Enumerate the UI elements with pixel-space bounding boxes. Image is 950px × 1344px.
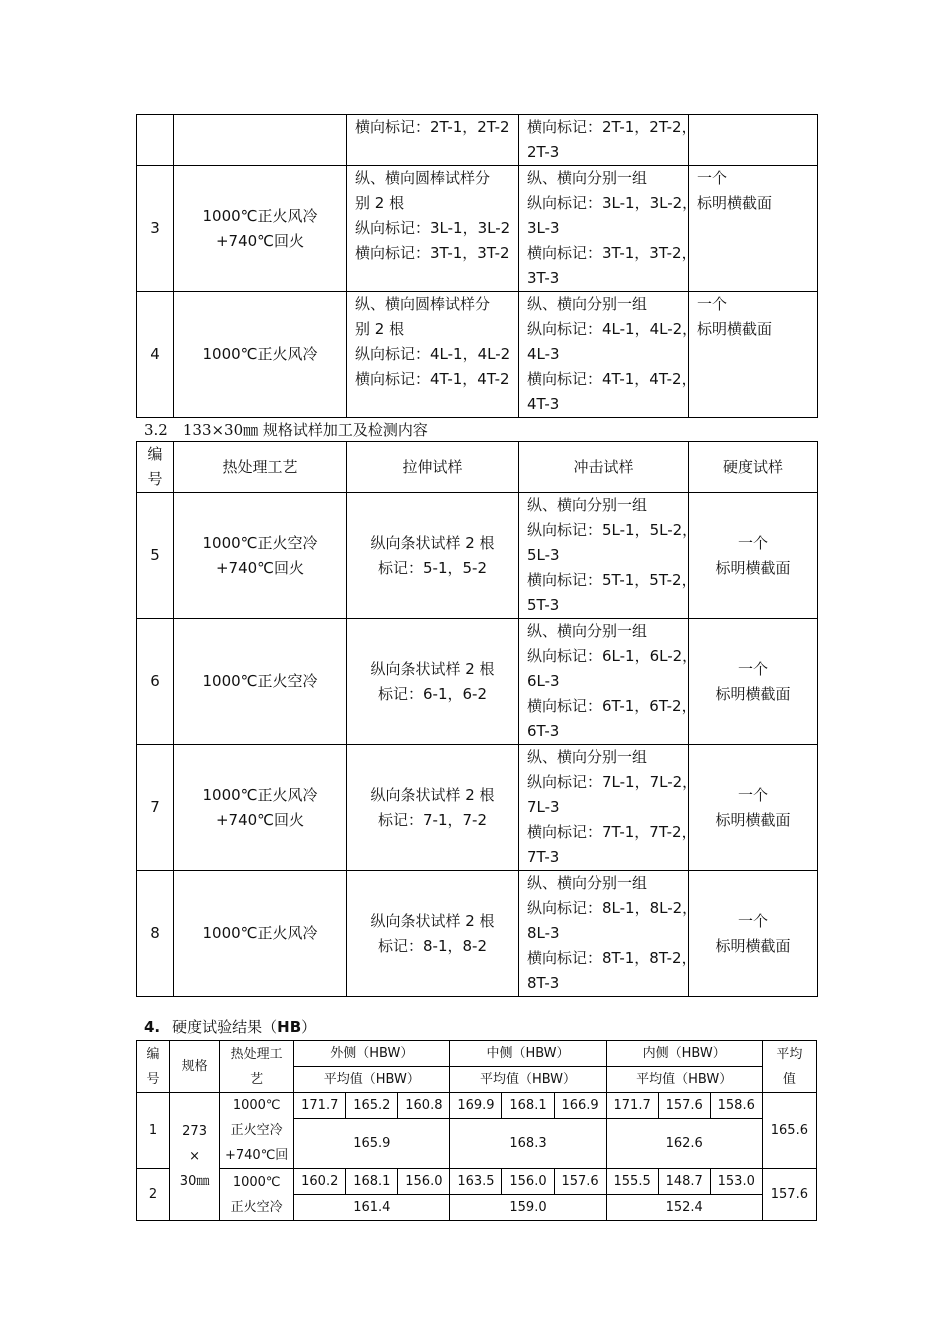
row-number: 6	[137, 619, 174, 745]
inner-value: 157.6	[658, 1093, 710, 1119]
header-outer-average: 平均值（HBW）	[294, 1067, 450, 1093]
table-header-row	[137, 1041, 817, 1067]
inner-average: 162.6	[606, 1119, 762, 1169]
outer-value: 156.0	[398, 1169, 450, 1195]
heat-treatment-cell: 1000℃正火风冷 +740℃回火	[174, 166, 347, 292]
heat-treatment-cell: 1000℃正火风冷	[174, 292, 347, 418]
row-number: 5	[137, 493, 174, 619]
impact-cell: 纵、横向分别一组 纵向标记：8L-1，8L-2， 8L-3 横向标记：8T-1，8T-2， 8T-3	[519, 871, 689, 997]
header-inner: 内侧（HBW）	[606, 1041, 762, 1067]
heat-treatment-cell	[174, 115, 347, 166]
section-3-2-heading: 3.2 133×30㎜ 规格试样加工及检测内容	[144, 421, 428, 439]
table-header-row	[137, 442, 818, 493]
inner-value: 155.5	[606, 1169, 658, 1195]
impact-cell: 纵、横向分别一组 纵向标记：7L-1，7L-2， 7L-3 横向标记：7T-1，7T-2， 7T-3	[519, 745, 689, 871]
middle-value: 169.9	[450, 1093, 502, 1119]
hardness-cell	[689, 115, 818, 166]
row-number: 7	[137, 745, 174, 871]
hardness-results-table	[136, 1040, 817, 1221]
table-row	[137, 1169, 817, 1195]
impact-cell: 纵、横向分别一组 纵向标记：3L-1，3L-2， 3L-3 横向标记：3T-1，3T-2， 3T-3	[519, 166, 689, 292]
header-hardness: 硬度试样	[689, 442, 818, 493]
header-outer: 外侧（HBW）	[294, 1041, 450, 1067]
heat-treatment-cell: 1000℃正火空冷 +740℃回火	[174, 493, 347, 619]
table-row	[137, 493, 818, 619]
heat-treatment-cell: 1000℃ 正火空冷	[220, 1169, 294, 1221]
overall-average: 157.6	[762, 1169, 816, 1221]
middle-value: 156.0	[502, 1169, 554, 1195]
tensile-cell: 纵、横向圆棒试样分 别 2 根 纵向标记：4L-1，4L-2 横向标记：4T-1，4T-2	[347, 292, 519, 418]
row-number: 1	[137, 1093, 170, 1169]
impact-cell: 纵、横向分别一组 纵向标记：4L-1，4L-2， 4L-3 横向标记：4T-1，4T-2， 4T-3	[519, 292, 689, 418]
hardness-cell: 一个 标明横截面	[689, 619, 818, 745]
impact-cell: 横向标记：2T-1，2T-2， 2T-3	[519, 115, 689, 166]
tensile-cell: 横向标记：2T-1，2T-2	[347, 115, 519, 166]
middle-value: 168.1	[502, 1093, 554, 1119]
table-row	[137, 292, 818, 418]
outer-value: 160.2	[294, 1169, 346, 1195]
header-number: 编 号	[137, 442, 174, 493]
inner-value: 148.7	[658, 1169, 710, 1195]
tensile-cell: 纵向条状试样 2 根 标记：5-1，5-2	[347, 493, 519, 619]
inner-value: 158.6	[710, 1093, 762, 1119]
inner-value: 171.7	[606, 1093, 658, 1119]
header-average: 平均 值	[762, 1041, 816, 1093]
table-row	[137, 1093, 817, 1119]
spec-cell: 273 × 30㎜	[170, 1093, 220, 1221]
overall-average: 165.6	[762, 1093, 816, 1169]
header-middle: 中侧（HBW）	[450, 1041, 606, 1067]
hardness-cell: 一个 标明横截面	[689, 745, 818, 871]
tensile-cell: 纵、横向圆棒试样分 别 2 根 纵向标记：3L-1，3L-2 横向标记：3T-1，3T-2	[347, 166, 519, 292]
hardness-cell: 一个 标明横截面	[689, 493, 818, 619]
row-number: 3	[137, 166, 174, 292]
impact-cell: 纵、横向分别一组 纵向标记：6L-1，6L-2， 6L-3 横向标记：6T-1，6T-2， 6T-3	[519, 619, 689, 745]
tensile-cell: 纵向条状试样 2 根 标记：8-1，8-2	[347, 871, 519, 997]
table-row	[137, 115, 818, 166]
row-number: 4	[137, 292, 174, 418]
inner-value: 153.0	[710, 1169, 762, 1195]
header-heat-treatment: 热处理工艺	[174, 442, 347, 493]
inner-average: 152.4	[606, 1195, 762, 1221]
heat-treatment-cell: 1000℃正火风冷 +740℃回火	[174, 745, 347, 871]
row-number: 8	[137, 871, 174, 997]
header-number: 编 号	[137, 1041, 170, 1093]
heat-treatment-cell: 1000℃正火空冷	[174, 619, 347, 745]
table-row	[137, 745, 818, 871]
header-spec: 规格	[170, 1041, 220, 1093]
specimen-table-133	[136, 441, 818, 997]
heat-treatment-cell: 1000℃正火风冷	[174, 871, 347, 997]
header-inner-average: 平均值（HBW）	[606, 1067, 762, 1093]
outer-value: 165.2	[346, 1093, 398, 1119]
header-impact: 冲击试样	[519, 442, 689, 493]
tensile-cell: 纵向条状试样 2 根 标记：6-1，6-2	[347, 619, 519, 745]
hardness-cell: 一个 标明横截面	[689, 871, 818, 997]
middle-value: 157.6	[554, 1169, 606, 1195]
outer-value: 171.7	[294, 1093, 346, 1119]
table-row	[137, 166, 818, 292]
outer-value: 168.1	[346, 1169, 398, 1195]
header-heat-treatment: 热处理工 艺	[220, 1041, 294, 1093]
hardness-cell: 一个 标明横截面	[689, 166, 818, 292]
header-middle-average: 平均值（HBW）	[450, 1067, 606, 1093]
outer-average: 161.4	[294, 1195, 450, 1221]
outer-value: 160.8	[398, 1093, 450, 1119]
middle-value: 166.9	[554, 1093, 606, 1119]
header-tensile: 拉伸试样	[347, 442, 519, 493]
tensile-cell: 纵向条状试样 2 根 标记：7-1，7-2	[347, 745, 519, 871]
table-row	[137, 619, 818, 745]
table-row	[137, 871, 818, 997]
outer-average: 165.9	[294, 1119, 450, 1169]
section-4-heading: 4. 硬度试验结果（HB）	[144, 1018, 317, 1036]
heat-treatment-cell: 1000℃ 正火空冷 +740℃回	[220, 1093, 294, 1169]
middle-average: 159.0	[450, 1195, 606, 1221]
middle-average: 168.3	[450, 1119, 606, 1169]
specimen-table-273	[136, 114, 818, 418]
middle-value: 163.5	[450, 1169, 502, 1195]
row-number: 2	[137, 1169, 170, 1221]
row-number	[137, 115, 174, 166]
hardness-cell: 一个 标明横截面	[689, 292, 818, 418]
impact-cell: 纵、横向分别一组 纵向标记：5L-1，5L-2， 5L-3 横向标记：5T-1，5T-2， 5T-3	[519, 493, 689, 619]
